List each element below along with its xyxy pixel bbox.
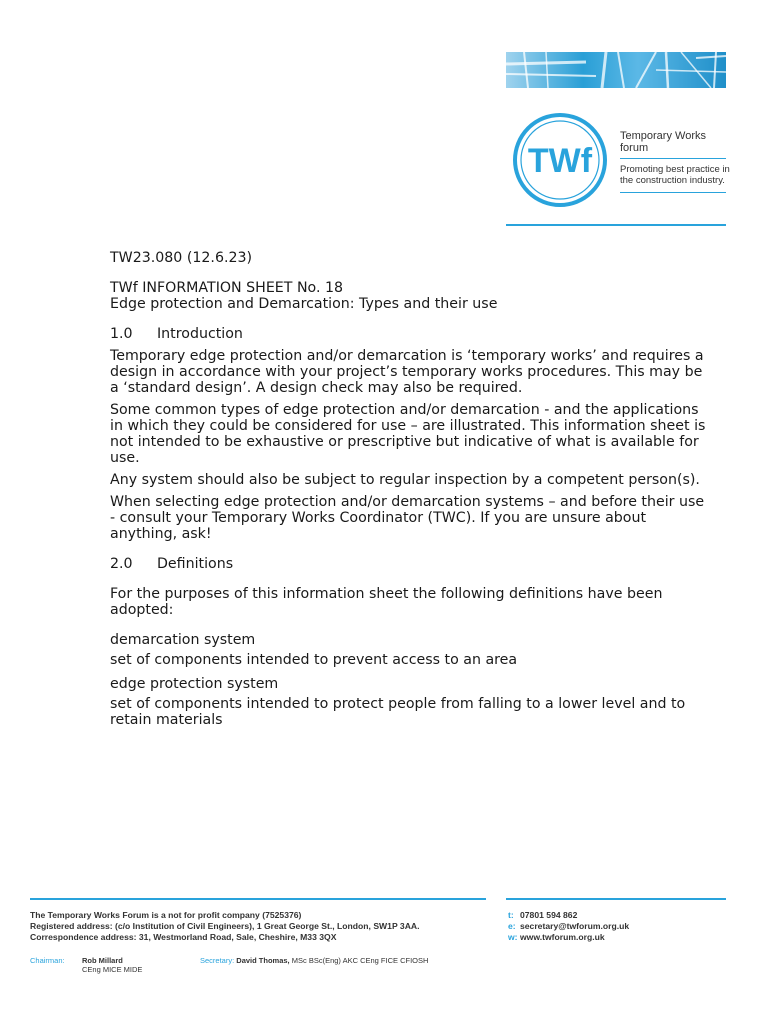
chairman-block <box>30 956 142 974</box>
document-body <box>110 250 710 734</box>
chairman-quals: CEng MICE MIDE <box>82 965 143 974</box>
phone-number[interactable]: 07801 594 862 <box>520 910 578 920</box>
org-tagline <box>620 164 740 186</box>
contact-label: t: <box>508 910 514 920</box>
section-number: 1.0 <box>110 326 133 342</box>
secretary-label: Secretary: <box>200 956 235 965</box>
intro-paragraph-3: Any system should also be subject to regular inspection by a competent person(s). <box>110 472 700 488</box>
footer-contacts <box>508 910 728 943</box>
footer-rule-left <box>30 898 486 900</box>
definition-term: edge protection system <box>110 676 279 692</box>
email-link[interactable]: secretary@twforum.org.uk <box>520 921 630 931</box>
section-title: Introduction <box>157 326 243 342</box>
footer-rule-right <box>506 898 726 900</box>
contact-email <box>508 921 728 932</box>
definition-text: set of components intended to prevent access to an area <box>110 652 518 668</box>
website-link[interactable]: www.twforum.org.uk <box>520 932 605 942</box>
org-name <box>620 130 750 154</box>
intro-paragraph-4: When selecting edge protection and/or demarcation systems – and before their use - consult your Temporary Works Coordinator (TWC). If you are unsure about anything, ask! <box>110 494 705 542</box>
logo-divider-top <box>620 158 726 159</box>
section-title: Definitions <box>157 556 234 572</box>
chairman-label: Chairman: <box>30 956 65 965</box>
section-heading-introduction <box>110 326 710 342</box>
sheet-title: TWf INFORMATION SHEET No. 18 <box>110 280 344 296</box>
definition-term: demarcation system <box>110 632 256 648</box>
footer-line: The Temporary Works Forum is a not for profit company (7525376) <box>30 910 302 920</box>
section-number: 2.0 <box>110 556 133 572</box>
intro-paragraph-1: Temporary edge protection and/or demarcation is ‘temporary works’ and requires a design in accordance with your project’s temporary works procedures. This may be a ‘standard design’. A design check may also be required. <box>110 348 704 396</box>
scaffold-image <box>506 52 726 88</box>
sheet-subtitle: Edge protection and Demarcation: Types and their use <box>110 296 498 312</box>
intro-paragraph-2: Some common types of edge protection and/or demarcation - and the applications in which they could be considered for use – are illustrated. This information sheet is not intended to be exhaustive or prescriptive but indicative of what is available for use. <box>110 402 706 466</box>
footer-company-info <box>30 910 500 943</box>
chairman-name: Rob Millard <box>82 956 123 965</box>
contact-website <box>508 932 728 943</box>
contact-label: e: <box>508 921 516 931</box>
logo-text: TWf <box>527 142 593 180</box>
tagline-line1: Promoting best practice in <box>620 164 730 175</box>
header-rule <box>506 224 726 226</box>
contact-phone <box>508 910 728 921</box>
org-name-line2: forum <box>620 142 649 154</box>
secretary-block <box>200 956 428 965</box>
secretary-name: David Thomas, <box>236 956 290 965</box>
document-reference: TW23.080 (12.6.23) <box>110 250 253 266</box>
header-banner-image <box>506 52 726 88</box>
twf-logo <box>510 110 610 210</box>
definition-text: set of components intended to protect people from falling to a lower level and to retain materials <box>110 696 686 728</box>
logo-divider-bottom <box>620 192 726 193</box>
secretary-quals: MSc BSc(Eng) AKC CEng FICE CFIOSH <box>291 956 429 965</box>
definitions-intro: For the purposes of this information sheet the following definitions have been adopted: <box>110 586 663 618</box>
contact-label: w: <box>508 932 518 942</box>
org-name-line1: Temporary Works <box>620 130 706 142</box>
tagline-line2: the construction industry. <box>620 175 725 186</box>
section-heading-definitions <box>110 556 710 572</box>
footer-line: Correspondence address: 31, Westmorland Road, Sale, Cheshire, M33 3QX <box>30 932 337 942</box>
footer-line: Registered address: (c/o Institution of Civil Engineers), 1 Great George St., London, SW1P 3AA. <box>30 921 420 931</box>
